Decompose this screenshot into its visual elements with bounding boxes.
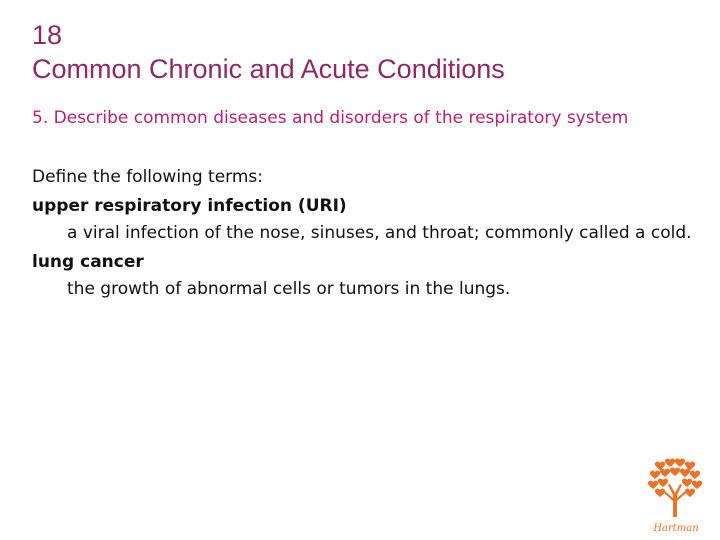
heart-tree-icon — [640, 455, 712, 535]
hartman-logo — [640, 455, 712, 535]
term-lung-cancer: lung cancer — [32, 251, 144, 272]
definition-lung-cancer: the growth of abnormal cells or tumors in the lungs. — [67, 279, 511, 299]
term-uri: upper respiratory infection (URI) — [32, 195, 347, 216]
definition-entry-lung-cancer — [32, 250, 692, 302]
logo-wordmark: Hartman — [653, 523, 699, 534]
definitions-content — [32, 165, 692, 302]
chapter-number: 18 — [32, 20, 63, 50]
definition-uri: a viral infection of the nose, sinuses, and throat; commonly called a cold. — [67, 223, 692, 243]
definition-entry-uri — [32, 194, 692, 246]
chapter-heading — [32, 18, 505, 86]
definitions-intro: Define the following terms: — [32, 167, 263, 187]
chapter-title: Common Chronic and Acute Conditions — [32, 54, 505, 84]
learning-objective: 5. Describe common diseases and disorders of the respiratory system — [32, 108, 629, 128]
